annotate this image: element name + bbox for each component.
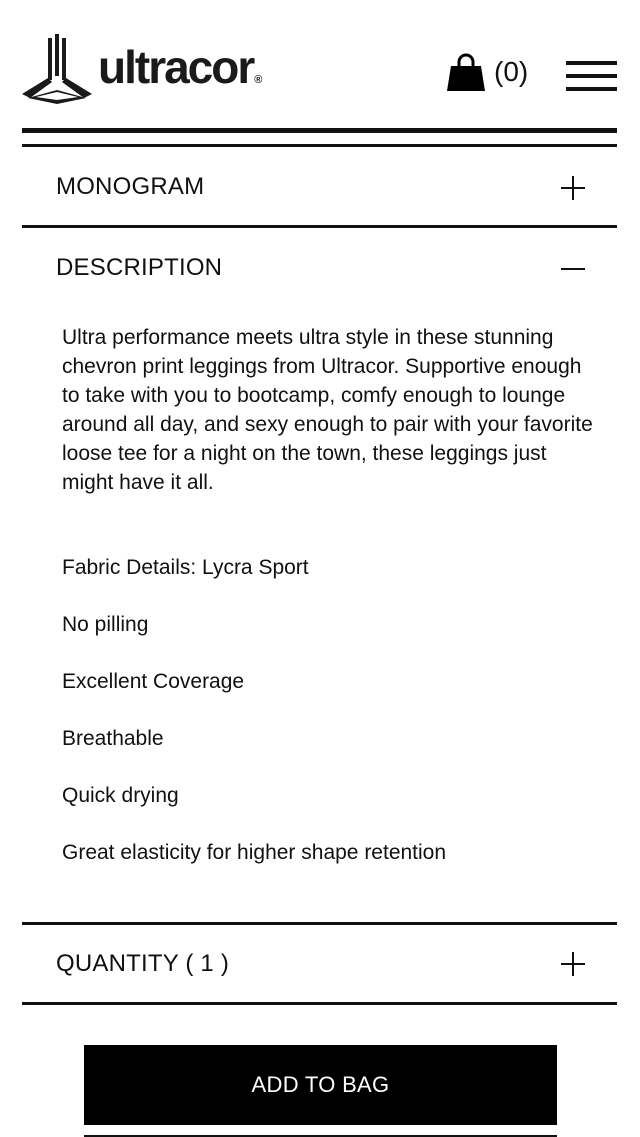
- ultracor-logo-icon: [22, 34, 92, 106]
- menu-bar: [566, 74, 617, 78]
- divider: [22, 922, 617, 925]
- detail-item: Excellent Coverage: [62, 670, 245, 693]
- site-header: [0, 0, 640, 145]
- header-divider: [22, 128, 617, 133]
- menu-bar: [566, 61, 617, 65]
- divider: [22, 225, 617, 228]
- plus-icon[interactable]: [561, 952, 585, 976]
- logo-wordmark: ultracor®: [98, 41, 263, 93]
- detail-item: Breathable: [62, 727, 164, 750]
- cart-count: (0): [494, 56, 529, 87]
- menu-bar: [566, 87, 617, 91]
- fabric-details-list: [62, 552, 602, 894]
- minus-icon[interactable]: [561, 257, 585, 281]
- accordion-title-quantity[interactable]: QUANTITY ( 1 ): [56, 950, 230, 977]
- add-to-bag-button[interactable]: ADD TO BAG: [84, 1045, 557, 1125]
- description-text: Ultra performance meets ultra style in these stunning chevron print leggings from Ultracor. Supportive enough to take with you to bootcamp, comfy enough to lounge around all day, and sexy enough to pair with your favorite loose tee for a night on the town, these leggings just might have it all.: [62, 326, 593, 494]
- detail-item: No pilling: [62, 613, 149, 636]
- plus-icon[interactable]: [561, 176, 585, 200]
- detail-item: Great elasticity for higher shape retention: [62, 841, 447, 864]
- accordion-title-description[interactable]: DESCRIPTION: [56, 254, 223, 281]
- detail-item: Fabric Details: Lycra Sport: [62, 556, 309, 579]
- cart-button[interactable]: [446, 52, 528, 92]
- shopping-bag-icon: [446, 52, 486, 92]
- hamburger-menu-icon[interactable]: [566, 61, 617, 93]
- brand-logo[interactable]: [22, 34, 262, 106]
- divider: [22, 1002, 617, 1005]
- accordion-title-monogram[interactable]: MONOGRAM: [56, 173, 205, 200]
- divider: [22, 144, 617, 147]
- detail-item: Quick drying: [62, 784, 179, 807]
